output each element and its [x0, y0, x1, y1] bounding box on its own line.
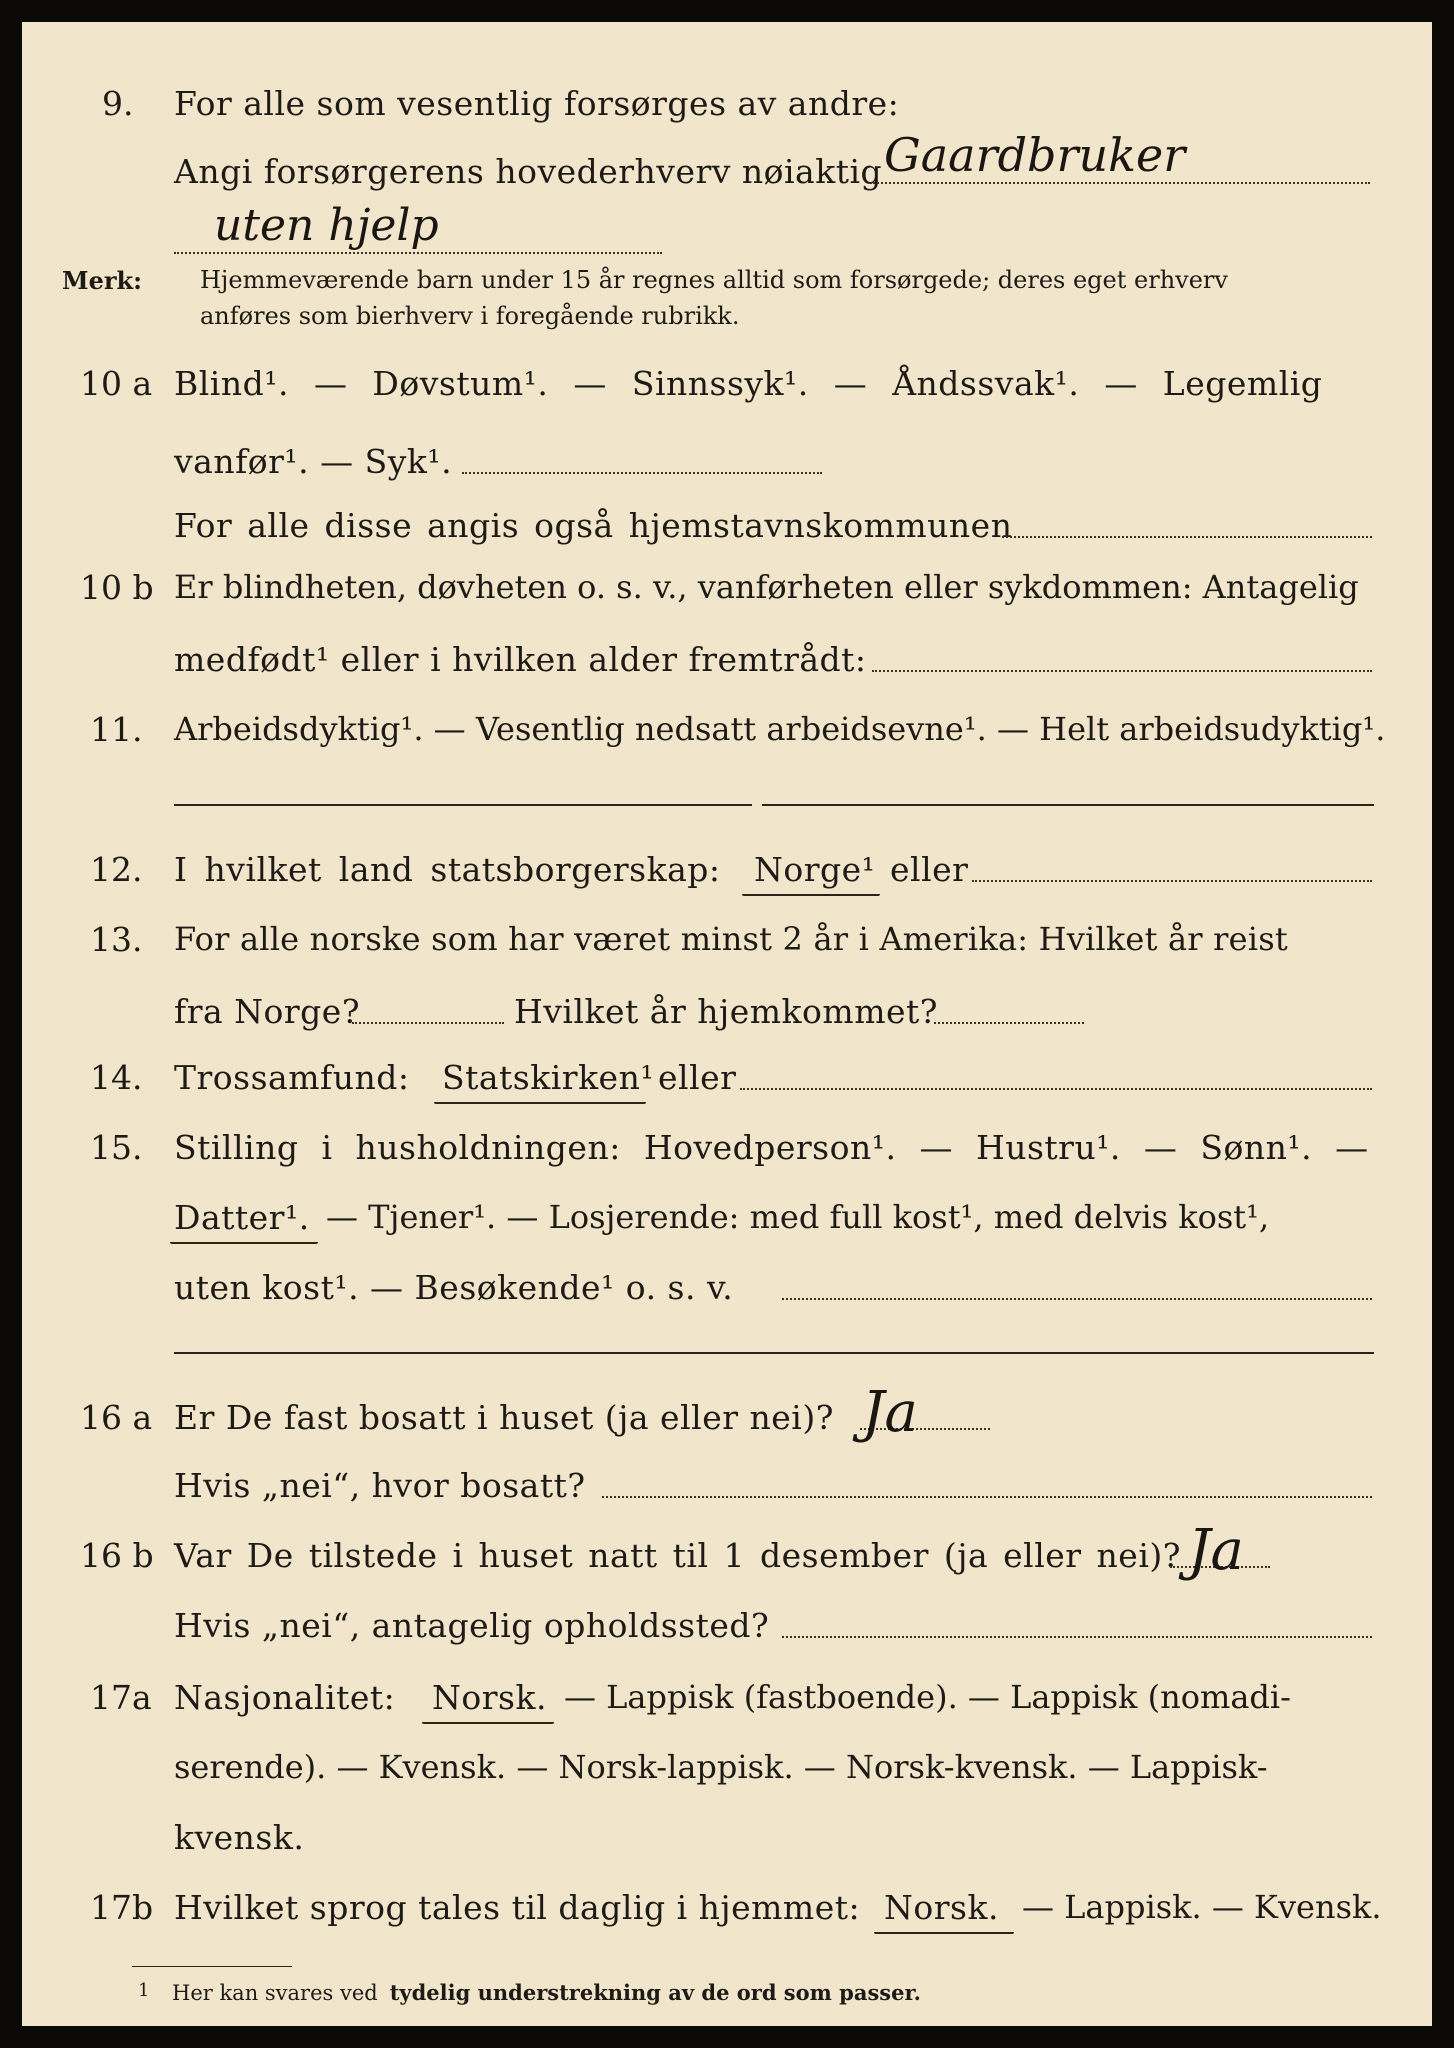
q13-hjemkommet-blank	[934, 1022, 1084, 1024]
q10b-number: 10 b	[80, 568, 154, 607]
q15-number: 15.	[90, 1128, 143, 1167]
merk-label: Merk:	[62, 266, 142, 295]
q15-line1: Stilling i husholdningen: Hovedperson¹. — Hustru¹. — Sønn¹. —	[174, 1128, 1369, 1167]
q9-answer-line-2	[174, 252, 662, 254]
footnote-text	[172, 1980, 921, 2005]
footnote-text-pre: Her kan svares ved	[172, 1981, 378, 2005]
census-form-page	[22, 22, 1432, 2026]
q17b-norsk-option: Norsk.	[884, 1888, 999, 1927]
q14-number: 14.	[90, 1058, 143, 1097]
q14-pre: Trossamfund:	[174, 1058, 410, 1097]
q17a-norsk-underline	[422, 1722, 554, 1724]
q9-line2: Angi forsørgerens hovederhverv nøiaktig	[174, 152, 883, 191]
q16b-line2-blank	[782, 1636, 1372, 1638]
q16a-handwritten-answer: Ja	[862, 1380, 918, 1445]
q17b-post: — Lappisk. — Kvensk.	[1022, 1888, 1382, 1926]
q16b-line2: Hvis „nei“, antagelig opholdssted?	[174, 1606, 770, 1645]
q16a-line2: Hvis „nei“, hvor bosatt?	[174, 1466, 586, 1505]
footnote-rule	[132, 1966, 292, 1967]
q16a-number: 16 a	[80, 1398, 153, 1437]
q17b-pre: Hvilket sprog tales til daglig i hjemmet:	[174, 1888, 861, 1927]
q12-norge-option: Norge¹	[754, 850, 876, 889]
q11-rule-right	[762, 804, 1374, 806]
merk-line1: Hjemmeværende barn under 15 år regnes alltid som forsørgede; deres eget erhverv	[200, 266, 1228, 294]
q11-line1: Arbeidsdyktig¹. — Vesentlig nedsatt arbeidsevne¹. — Helt arbeidsudyktig¹.	[174, 710, 1386, 748]
q16a-line1: Er De fast bosatt i huset (ja eller nei)?	[174, 1398, 834, 1437]
q17a-line1-post: — Lappisk (fastboende). — Lappisk (nomadi-	[564, 1678, 1291, 1716]
q10b-line2: medfødt¹ eller i hvilken alder fremtrådt:	[174, 640, 867, 679]
q15-line3: uten kost¹. — Besøkende¹ o. s. v.	[174, 1268, 734, 1307]
q16b-handwritten-answer: Ja	[1188, 1518, 1244, 1583]
q15-blank	[782, 1298, 1372, 1300]
q11-number: 11.	[90, 710, 143, 749]
q17b-number: 17b	[90, 1888, 154, 1927]
q10a-line3: For alle disse angis også hjemstavnskommunen	[174, 506, 1013, 545]
q17a-norsk-option: Norsk.	[432, 1678, 547, 1717]
q17a-line2: serende). — Kvensk. — Norsk-lappisk. — Norsk-kvensk. — Lappisk-	[174, 1748, 1268, 1786]
q16b-number: 16 b	[80, 1536, 154, 1575]
q9-line1: For alle som vesentlig forsørges av andre:	[174, 84, 900, 123]
q13-line1: For alle norske som har været minst 2 år i Amerika: Hvilket år reist	[174, 920, 1288, 958]
q14-statskirken-underline	[434, 1102, 646, 1104]
q17b-norsk-underline	[874, 1932, 1014, 1934]
q13-number: 13.	[90, 920, 143, 959]
footnote-mark: 1	[138, 1980, 150, 2001]
q10a-number: 10 a	[80, 364, 153, 403]
q16a-line2-blank	[602, 1496, 1372, 1498]
q12-norge-underline	[742, 894, 880, 896]
q17a-number: 17a	[90, 1678, 152, 1717]
q9-handwritten-answer-1: Gaardbruker	[884, 128, 1186, 182]
q13-reist-blank	[352, 1022, 504, 1024]
q9-answer-line	[870, 182, 1370, 184]
q10a-line2-blank	[462, 472, 822, 474]
merk-line2: anføres som bierhverv i foregående rubrikk.	[200, 302, 740, 330]
q12-number: 12.	[90, 850, 143, 889]
q12-blank	[972, 880, 1372, 882]
q15-datter-option: Datter¹.	[174, 1198, 310, 1237]
q10b-line1: Er blindheten, døvheten o. s. v., vanførheten eller sykdommen: Antagelig	[174, 568, 1359, 606]
q16b-line1: Var De tilstede i huset natt til 1 desember (ja eller nei)?	[174, 1536, 1181, 1575]
q14-blank	[740, 1088, 1372, 1090]
q10b-line2-blank	[872, 670, 1372, 672]
q14-statskirken-option: Statskirken¹	[442, 1058, 655, 1097]
footnote-text-bold: tydelig understrekning av de ord som passer.	[389, 1980, 921, 2005]
q9-number: 9.	[102, 84, 134, 123]
q13-line2b: Hvilket år hjemkommet?	[514, 992, 938, 1031]
q13-line2a: fra Norge?	[174, 992, 361, 1031]
q17a-line1-pre: Nasjonalitet:	[174, 1678, 396, 1717]
q15-rule	[174, 1352, 1374, 1354]
q10a-line1: Blind¹. — Døvstum¹. — Sinnssyk¹. — Åndssvak¹. — Legemlig	[174, 364, 1323, 403]
q9-handwritten-answer-2: uten hjelp	[214, 200, 439, 251]
q10a-line3-blank	[1002, 536, 1372, 538]
q14-post: eller	[658, 1058, 737, 1097]
q11-rule-left	[174, 804, 752, 806]
q12-line1-post: eller	[890, 850, 969, 889]
q12-line1-pre: I hvilket land statsborgerskap:	[174, 850, 721, 889]
q17a-line3: kvensk.	[174, 1818, 305, 1857]
q10a-line2: vanfør¹. — Syk¹.	[174, 442, 453, 481]
q15-line2-rest: — Tjener¹. — Losjerende: med full kost¹, med delvis kost¹,	[326, 1198, 1270, 1236]
q15-datter-underline	[170, 1242, 318, 1244]
